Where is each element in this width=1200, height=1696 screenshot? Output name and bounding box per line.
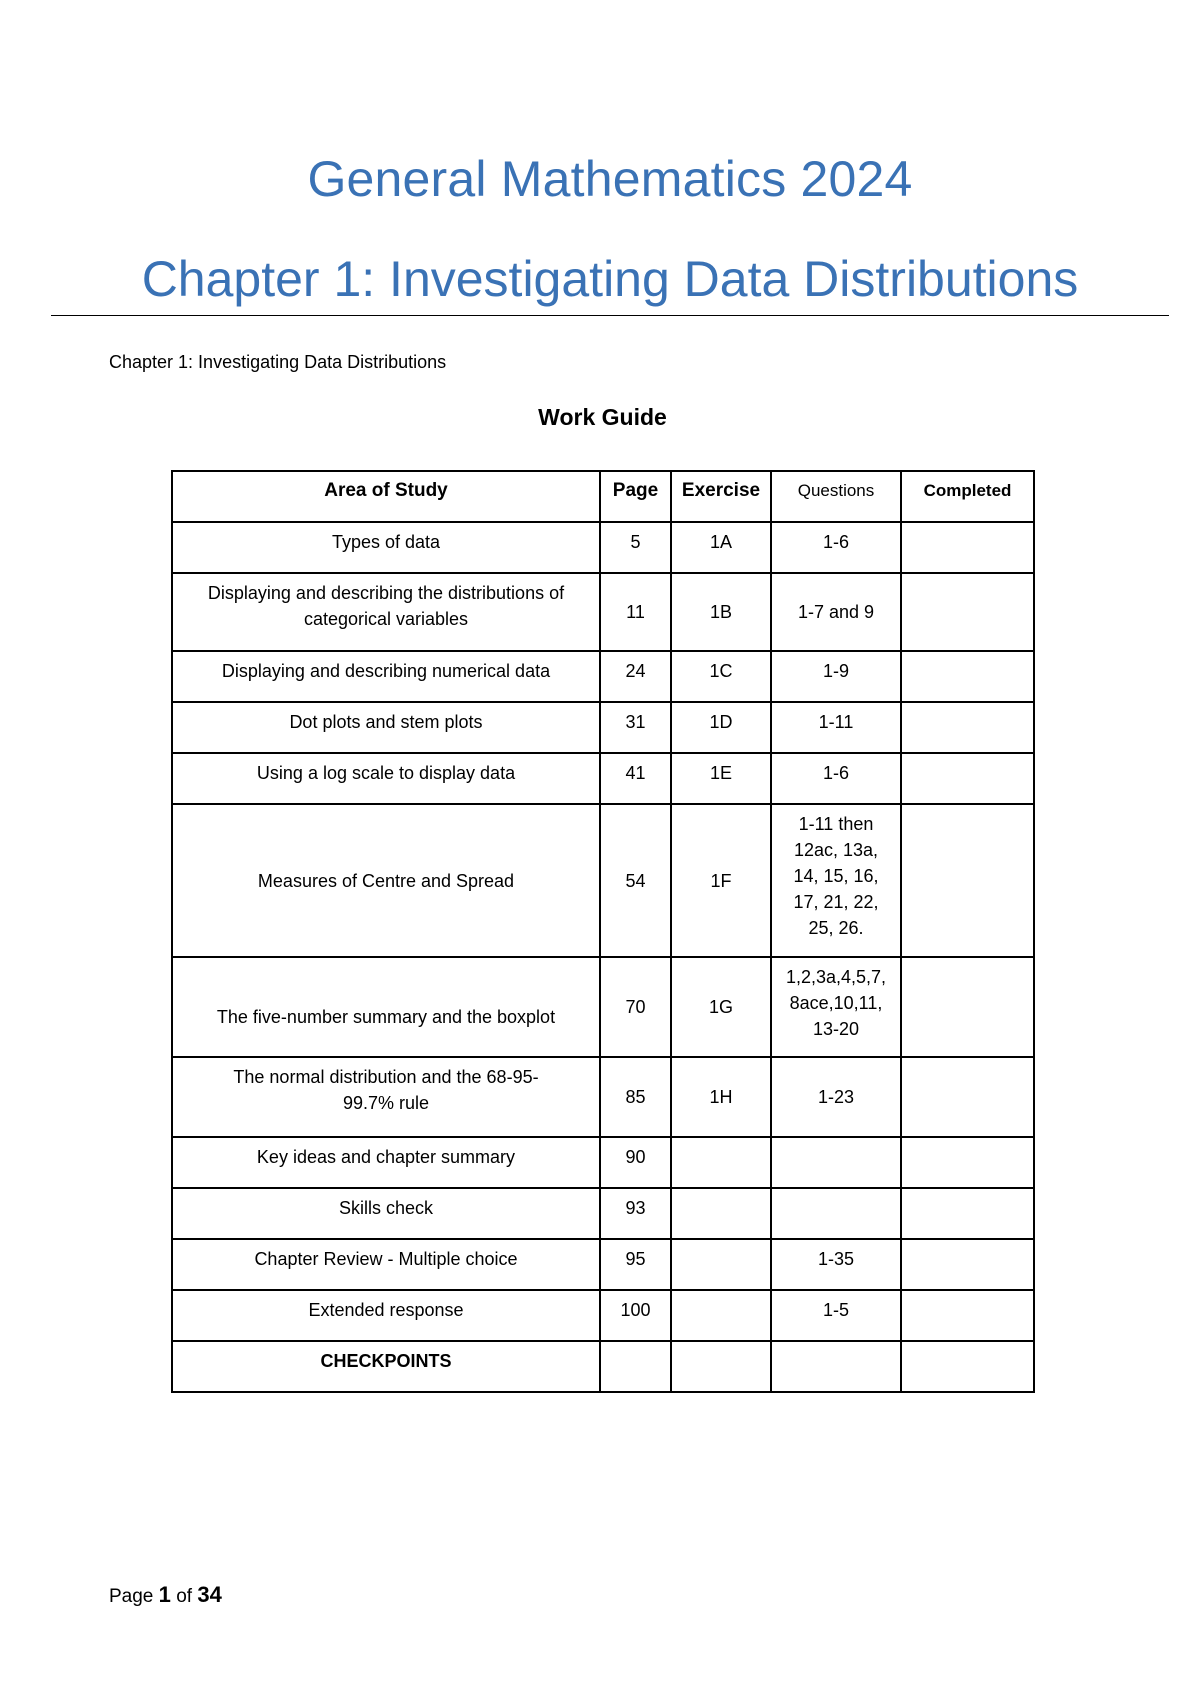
- questions-cell: 1-7 and 9: [771, 573, 901, 651]
- page-cell: [600, 1341, 671, 1392]
- questions-cell: 1-11: [771, 702, 901, 753]
- table-row: [172, 1341, 1034, 1392]
- exercise-cell: [671, 1188, 771, 1239]
- questions-cell: 1-11 then 12ac, 13a, 14, 15, 16, 17, 21, 22, 25, 26.: [771, 804, 901, 957]
- questions-cell: 1,2,3a,4,5,7, 8ace,10,11, 13-20: [771, 957, 901, 1057]
- column-header-area: Area of Study: [172, 471, 600, 522]
- exercise-cell: [671, 1239, 771, 1290]
- exercise-cell: 1D: [671, 702, 771, 753]
- completed-cell[interactable]: [901, 651, 1034, 702]
- exercise-cell: 1G: [671, 957, 771, 1057]
- completed-cell[interactable]: [901, 1290, 1034, 1341]
- page-cell: 54: [600, 804, 671, 957]
- exercise-cell: 1B: [671, 573, 771, 651]
- page-cell: 93: [600, 1188, 671, 1239]
- questions-cell: 1-9: [771, 651, 901, 702]
- area-text: The five-number summary and the boxplot: [216, 1007, 556, 1027]
- table-row: [172, 804, 1034, 957]
- page-cell: 41: [600, 753, 671, 804]
- exercise-cell: 1F: [671, 804, 771, 957]
- table-row: [172, 573, 1034, 651]
- table-row: [172, 1239, 1034, 1290]
- work-guide-table: [171, 470, 1035, 1393]
- area-cell: Measures of Centre and Spread: [172, 804, 600, 957]
- total-pages: 34: [197, 1582, 222, 1607]
- work-guide-title: Work Guide: [538, 404, 667, 430]
- table-row: [172, 651, 1034, 702]
- chapter-title: Chapter 1: Investigating Data Distributions: [141, 251, 1079, 307]
- area-cell: Key ideas and chapter summary: [172, 1137, 600, 1188]
- page-cell: 11: [600, 573, 671, 651]
- questions-cell: 1-6: [771, 753, 901, 804]
- table-row: [172, 1057, 1034, 1137]
- completed-cell[interactable]: [901, 702, 1034, 753]
- area-cell: Chapter Review - Multiple choice: [172, 1239, 600, 1290]
- page-cell: 31: [600, 702, 671, 753]
- area-cell: Types of data: [172, 522, 600, 573]
- completed-cell[interactable]: [901, 522, 1034, 573]
- area-cell: Using a log scale to display data: [172, 753, 600, 804]
- exercise-cell: 1A: [671, 522, 771, 573]
- page-cell: 100: [600, 1290, 671, 1341]
- chapter-subheading: Chapter 1: Investigating Data Distributions: [109, 352, 447, 372]
- page-cell: 70: [600, 957, 671, 1057]
- questions-cell: 1-23: [771, 1057, 901, 1137]
- completed-cell[interactable]: [901, 753, 1034, 804]
- completed-cell[interactable]: [901, 1239, 1034, 1290]
- area-cell: Dot plots and stem plots: [172, 702, 600, 753]
- table-row: [172, 522, 1034, 573]
- exercise-cell: 1C: [671, 651, 771, 702]
- exercise-cell: 1E: [671, 753, 771, 804]
- completed-cell[interactable]: [901, 573, 1034, 651]
- column-header-page: Page: [600, 471, 671, 522]
- completed-cell[interactable]: [901, 804, 1034, 957]
- completed-cell[interactable]: [901, 1188, 1034, 1239]
- column-header-completed: Completed: [901, 471, 1034, 522]
- page-cell: 90: [600, 1137, 671, 1188]
- completed-cell[interactable]: [901, 1137, 1034, 1188]
- table-row: [172, 702, 1034, 753]
- table-row: [172, 1137, 1034, 1188]
- page-cell: 5: [600, 522, 671, 573]
- title-divider: [51, 315, 1169, 316]
- column-header-exercise: Exercise: [671, 471, 771, 522]
- exercise-cell: 1H: [671, 1057, 771, 1137]
- table-header-row: [172, 471, 1034, 522]
- questions-cell: 1-6: [771, 522, 901, 573]
- completed-cell[interactable]: [901, 1341, 1034, 1392]
- page-cell: 24: [600, 651, 671, 702]
- page-footer: [109, 1582, 222, 1608]
- area-cell: CHECKPOINTS: [172, 1341, 600, 1392]
- questions-cell: [771, 1341, 901, 1392]
- document-title: General Mathematics 2024: [307, 151, 913, 207]
- completed-cell[interactable]: [901, 957, 1034, 1057]
- area-cell: Skills check: [172, 1188, 600, 1239]
- area-cell: The normal distribution and the 68-95-99.7% rule: [172, 1057, 600, 1137]
- questions-cell: 1-35: [771, 1239, 901, 1290]
- table-row: [172, 1188, 1034, 1239]
- page-label: Page: [109, 1586, 154, 1607]
- column-header-questions: Questions: [771, 471, 901, 522]
- table-row: [172, 1290, 1034, 1341]
- area-cell: Extended response: [172, 1290, 600, 1341]
- questions-cell: [771, 1137, 901, 1188]
- of-label: of: [176, 1586, 193, 1607]
- exercise-cell: [671, 1137, 771, 1188]
- questions-cell: [771, 1188, 901, 1239]
- area-cell: Displaying and describing the distributions of categorical variables: [172, 573, 600, 651]
- area-cell: [172, 957, 600, 1057]
- page-number: 1: [158, 1582, 171, 1607]
- exercise-cell: [671, 1341, 771, 1392]
- page-cell: 95: [600, 1239, 671, 1290]
- exercise-cell: [671, 1290, 771, 1341]
- table-row: [172, 957, 1034, 1057]
- page-cell: 85: [600, 1057, 671, 1137]
- completed-cell[interactable]: [901, 1057, 1034, 1137]
- table-row: [172, 753, 1034, 804]
- questions-cell: 1-5: [771, 1290, 901, 1341]
- area-cell: Displaying and describing numerical data: [172, 651, 600, 702]
